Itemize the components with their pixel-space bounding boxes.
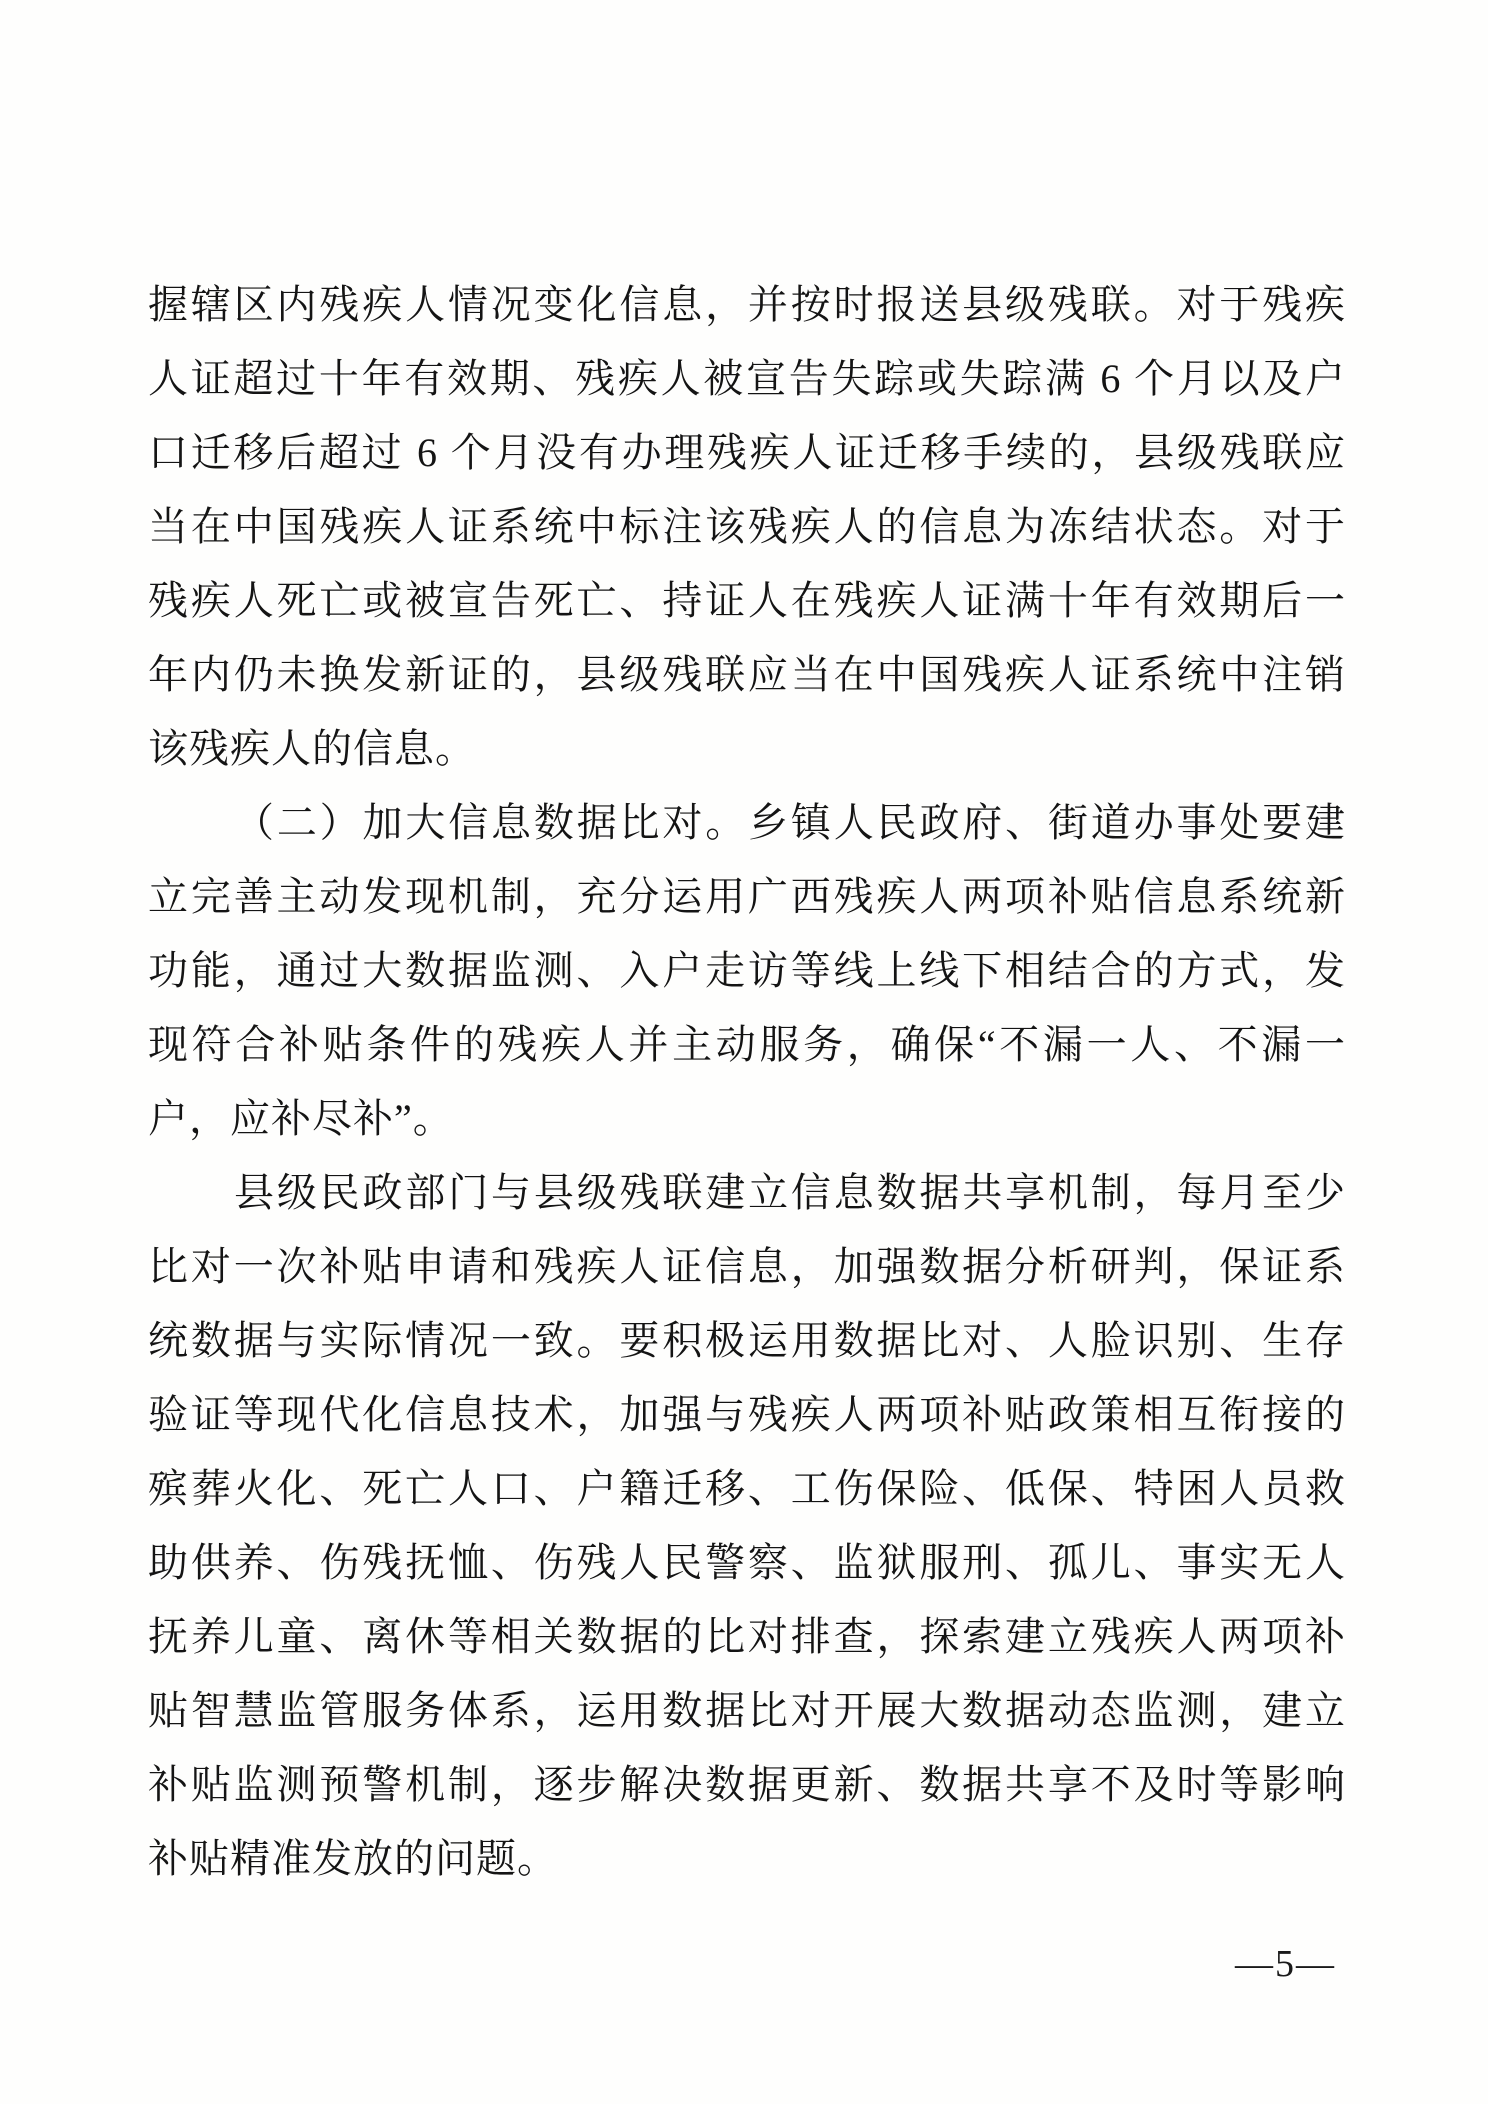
paragraph xyxy=(148,786,1346,1156)
text-line: 贴智慧监管服务体系，运用数据比对开展大数据动态监测，建立 xyxy=(148,1688,1346,1733)
document-body xyxy=(148,268,1346,1896)
text-line: 补贴监测预警机制，逐步解决数据更新、数据共享不及时等影响 xyxy=(148,1762,1346,1807)
text-line: 该残疾人的信息。 xyxy=(148,726,476,771)
text-line: 握辖区内残疾人情况变化信息，并按时报送县级残联。对于残疾 xyxy=(148,282,1346,327)
paragraph xyxy=(148,1156,1346,1896)
text-line: 现符合补贴条件的残疾人并主动服务，确保“不漏一人、不漏一 xyxy=(148,1022,1346,1067)
text-line: 验证等现代化信息技术，加强与残疾人两项补贴政策相互衔接的 xyxy=(148,1392,1346,1437)
text-line: 残疾人死亡或被宣告死亡、持证人在残疾人证满十年有效期后一 xyxy=(148,578,1346,623)
text-line: 助供养、伤残抚恤、伤残人民警察、监狱服刑、孤儿、事实无人 xyxy=(148,1540,1346,1585)
text-line: 功能，通过大数据监测、入户走访等线上线下相结合的方式，发 xyxy=(148,948,1346,993)
text-line: （二）加大信息数据比对。乡镇人民政府、街道办事处要建 xyxy=(234,800,1346,845)
text-line: 补贴精准发放的问题。 xyxy=(148,1836,558,1881)
text-line: 抚养儿童、离休等相关数据的比对排查，探索建立残疾人两项补 xyxy=(148,1614,1346,1659)
text-line: 立完善主动发现机制，充分运用广西残疾人两项补贴信息系统新 xyxy=(148,874,1346,919)
text-line: 户，应补尽补”。 xyxy=(148,1096,454,1141)
text-line: 殡葬火化、死亡人口、户籍迁移、工伤保险、低保、特困人员救 xyxy=(148,1466,1346,1511)
text-line: 口迁移后超过 6 个月没有办理残疾人证迁移手续的，县级残联应 xyxy=(148,430,1346,475)
page-number: —5— xyxy=(1235,1943,1336,1985)
text-line: 年内仍未换发新证的，县级残联应当在中国残疾人证系统中注销 xyxy=(148,652,1346,697)
text-line: 统数据与实际情况一致。要积极运用数据比对、人脸识别、生存 xyxy=(148,1318,1346,1363)
text-line: 当在中国残疾人证系统中标注该残疾人的信息为冻结状态。对于 xyxy=(148,504,1346,549)
text-line: 县级民政部门与县级残联建立信息数据共享机制，每月至少 xyxy=(234,1170,1346,1215)
paragraph xyxy=(148,268,1346,786)
text-line: 人证超过十年有效期、残疾人被宣告失踪或失踪满 6 个月以及户 xyxy=(148,356,1346,401)
text-line: 比对一次补贴申请和残疾人证信息，加强数据分析研判，保证系 xyxy=(148,1244,1346,1289)
